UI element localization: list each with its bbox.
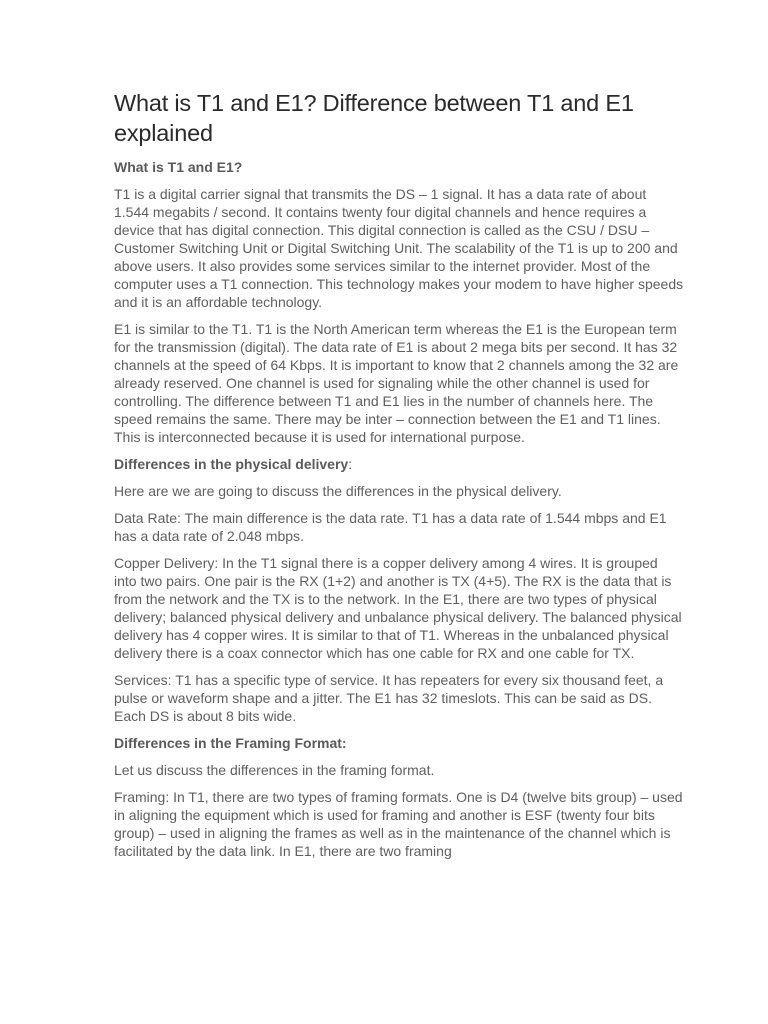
page-title: What is T1 and E1? Difference between T1 and E1 explained — [114, 90, 634, 146]
document-page — [114, 88, 684, 869]
paragraph-physical-intro: Here are we are going to discuss the differences in the physical delivery. — [114, 483, 562, 499]
section-heading-framing-format: Differences in the Framing Format: — [114, 735, 347, 751]
section-heading-physical-delivery — [114, 455, 684, 473]
paragraph-framing-intro: Let us discuss the differences in the framing format. — [114, 762, 435, 778]
paragraph-t1: T1 is a digital carrier signal that transmits the DS – 1 signal. It has a data rate of about 1.544 megabits / second. It contains twenty four digital channels and hence requires a device that has digital connection. This digital connection is called as the CSU / DSU – Customer Switching Unit or Digital Switching Unit. The scalability of the T1 is up to 200 and above users. It also provides some services similar to the internet provider. Most of the computer uses a T1 connection. This technology makes your modem to have higher speeds and it is an affordable technology. — [114, 186, 684, 310]
section-heading-physical-delivery-text: Differences in the physical delivery — [114, 456, 349, 472]
section-heading-colon: : — [348, 456, 353, 472]
paragraph-e1: E1 is similar to the T1. T1 is the North American term whereas the E1 is the European term for the transmission (digital). The data rate of E1 is about 2 mega bits per second. It has 32 channels at the speed of 64 Kbps. It is important to know that 2 channels among the 32 are already reserved. One channel is used for signaling while the other channel is used for controlling. The difference between T1 and E1 lies in the number of channels here. The speed remains the same. There may be inter – connection between the E1 and T1 lines. This is interconnected because it is used for international purpose. — [114, 321, 679, 445]
section-heading-what-is: What is T1 and E1? — [114, 159, 243, 175]
paragraph-framing: Framing: In T1, there are two types of framing formats. One is D4 (twelve bits group) – used in aligning the equipment which is used for framing and another is ESF (twenty four bits group) – used in aligning the frames as well as in the maintenance of the channel which is facilitated by the data link. In E1, there are two framing — [114, 789, 683, 859]
paragraph-data-rate: Data Rate: The main difference is the data rate. T1 has a data rate of 1.544 mbps and E1 has a data rate of 2.048 mbps. — [114, 510, 667, 544]
paragraph-services: Services: T1 has a specific type of service. It has repeaters for every six thousand feet, a pulse or waveform shape and a jitter. The E1 has 32 timeslots. This can be said as DS. Each DS is about 8 bits wide. — [114, 672, 664, 724]
paragraph-copper-delivery: Copper Delivery: In the T1 signal there is a copper delivery among 4 wires. It is grouped into two pairs. One pair is the RX (1+2) and another is TX (4+5). The RX is the data that is from the network and the TX is to the network. In the E1, there are two types of physical delivery; balanced physical delivery and unbalance physical delivery. The balanced physical delivery has 4 copper wires. It is similar to that of T1. Whereas in the unbalanced physical delivery there is a coax connector which has one cable for RX and one cable for TX. — [114, 555, 682, 661]
